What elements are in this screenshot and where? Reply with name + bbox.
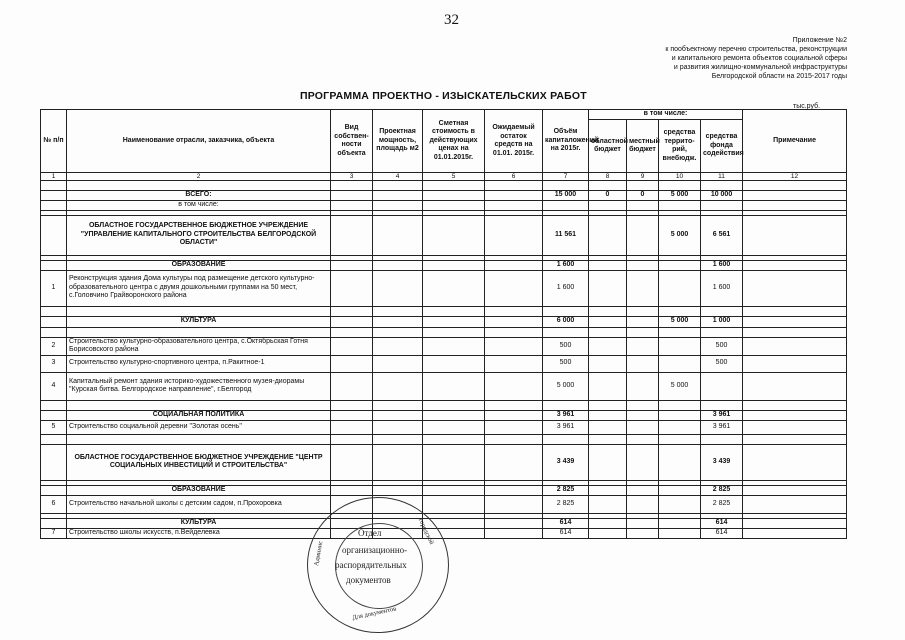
col-number: 7: [543, 173, 589, 181]
stamp-text: Отдел: [358, 528, 382, 538]
row-name: Капитальный ремонт здания историко-художественного музея-диорамы "Курская битва. Белгородское направление", г.Белгород: [67, 372, 331, 400]
header-capacity: Проектная мощность, площадь м2: [373, 110, 423, 173]
total-regional: 0: [589, 191, 627, 201]
row-volume: 614: [543, 528, 589, 538]
stamp-text: организационно-: [342, 545, 408, 555]
col-number: 9: [627, 173, 659, 181]
appendix-caption: [557, 36, 847, 81]
total-label: ВСЕГО:: [67, 191, 331, 201]
row-name: Строительство культурно-спортивного центра, п.Ракитное-1: [67, 355, 331, 372]
org-territory: 5 000: [659, 215, 701, 255]
appendix-line: Белгородской области на 2015-2017 годы: [711, 73, 847, 80]
row-volume: 1 600: [543, 270, 589, 306]
header-local: местный бюджет: [627, 120, 659, 173]
row-num: 4: [41, 372, 67, 400]
row-name: Реконструкция здания Дома культуры под размещение детского культурно-образовательного центра с двумя дошкольными группами на 50 мест, с.Головчино Грайворонского района: [67, 270, 331, 306]
header-including: в том числе:: [589, 110, 743, 120]
row-num: 3: [41, 355, 67, 372]
header-estimate: Сметная стоимость в действующих ценах на 01.01.2015г.: [423, 110, 485, 173]
section-row: [41, 316, 847, 327]
section-fund: 1 600: [701, 260, 743, 270]
row-volume: 500: [543, 337, 589, 355]
header-num: № п/п: [41, 110, 67, 173]
section-fund: 2 825: [701, 485, 743, 495]
org-row: [41, 444, 847, 480]
col-number: 8: [589, 173, 627, 181]
official-stamp: [307, 497, 449, 633]
section-volume: 2 825: [543, 485, 589, 495]
col-number: 10: [659, 173, 701, 181]
org-name: ОБЛАСТНОЕ ГОСУДАРСТВЕННОЕ БЮДЖЕТНОЕ УЧРЕЖДЕНИЕ "ЦЕНТР СОЦИАЛЬНЫХ ИНВЕСТИЦИЙ И СТРОИТЕЛЬСТВА": [67, 444, 331, 480]
org-fund: 3 439: [701, 444, 743, 480]
section-volume: 1 600: [543, 260, 589, 270]
row-territory: 5 000: [659, 372, 701, 400]
column-numbers-row: [41, 173, 847, 181]
col-number: 3: [331, 173, 373, 181]
row-fund: 2 825: [701, 495, 743, 513]
row-volume: 500: [543, 355, 589, 372]
col-number: 5: [423, 173, 485, 181]
table-row: [41, 355, 847, 372]
section-name: КУЛЬТУРА: [67, 518, 331, 528]
section-volume: 6 000: [543, 316, 589, 327]
unit-label: тыс.руб.: [793, 103, 821, 110]
col-number: 11: [701, 173, 743, 181]
row-volume: 2 825: [543, 495, 589, 513]
header-name: Наименование отрасли, заказчика, объекта: [67, 110, 331, 173]
header-regional: областной бюджет: [589, 120, 627, 173]
org-volume: 3 439: [543, 444, 589, 480]
row-num: 7: [41, 528, 67, 538]
header-note: Примечание: [743, 110, 847, 173]
row-num: 5: [41, 420, 67, 434]
section-name: КУЛЬТУРА: [67, 316, 331, 327]
total-row: [41, 191, 847, 201]
row-fund: 1 600: [701, 270, 743, 306]
col-number: 1: [41, 173, 67, 181]
header-remainder: Ожидаемый остаток средств на 01.01. 2015г.: [485, 110, 543, 173]
including-row: [41, 201, 847, 211]
header-volume: Объём капиталожений на 2015г.: [543, 110, 589, 173]
row-name: Строительство школы искусств, п.Вейделевка: [67, 528, 331, 538]
row-num: 2: [41, 337, 67, 355]
stamp-ring-text: городской: [416, 517, 435, 546]
section-fund: 3 961: [701, 410, 743, 420]
col-number: 12: [743, 173, 847, 181]
total-volume: 15 000: [543, 191, 589, 201]
org-fund: 6 561: [701, 215, 743, 255]
section-name: ОБРАЗОВАНИЕ: [67, 485, 331, 495]
appendix-line: Приложение №2: [792, 37, 847, 44]
section-name: СОЦИАЛЬНАЯ ПОЛИТИКА: [67, 410, 331, 420]
col-number: 6: [485, 173, 543, 181]
including-label: в том числе:: [67, 201, 331, 211]
row-name: Строительство начальной школы с детским садом, п.Прохоровка: [67, 495, 331, 513]
appendix-line: и капитального ремонта объектов социальной сферы: [671, 55, 847, 62]
col-number: 4: [373, 173, 423, 181]
program-table: [40, 109, 847, 539]
row-fund: 500: [701, 337, 743, 355]
row-name: Строительство социальной деревни "Золотая осень": [67, 420, 331, 434]
col-number: 2: [67, 173, 331, 181]
row-name: Строительство культурно-образовательного центра, с.Октябрьская Готня Борисовского района: [67, 337, 331, 355]
table-row: [41, 420, 847, 434]
total-local: 0: [627, 191, 659, 201]
section-territory: 5 000: [659, 316, 701, 327]
table-row: [41, 372, 847, 400]
table-row: [41, 270, 847, 306]
section-volume: 3 961: [543, 410, 589, 420]
org-name: ОБЛАСТНОЕ ГОСУДАРСТВЕННОЕ БЮДЖЕТНОЕ УЧРЕЖДЕНИЕ "УПРАВЛЕНИЕ КАПИТАЛЬНОГО СТРОИТЕЛЬСТВА БЕЛГОРОДСКОЙ ОБЛАСТИ": [67, 215, 331, 255]
document-title: ПРОГРАММА ПРОЕКТНО - ИЗЫСКАТЕЛЬСКИХ РАБОТ: [300, 90, 587, 102]
page-number: 32: [444, 12, 459, 28]
section-row: [41, 410, 847, 420]
appendix-line: и развития жилищно-коммунальной инфраструктуры: [673, 64, 847, 71]
row-fund: 3 961: [701, 420, 743, 434]
section-fund: 614: [701, 518, 743, 528]
stamp-ring-text: Админис: [313, 540, 325, 567]
stamp-text: документов: [346, 575, 391, 585]
total-territory: 5 000: [659, 191, 701, 201]
row-num: 6: [41, 495, 67, 513]
appendix-line: к пообъектному перечню строительства, реконструкции: [665, 46, 847, 53]
section-row: [41, 260, 847, 270]
row-fund: 500: [701, 355, 743, 372]
header-territory: средства террито-рий, внебюдж.: [659, 120, 701, 173]
section-row: [41, 518, 847, 528]
total-fund: 10 000: [701, 191, 743, 201]
section-row: [41, 485, 847, 495]
header-fund: средства фонда содействия: [701, 120, 743, 173]
row-fund: 614: [701, 528, 743, 538]
org-row: [41, 215, 847, 255]
section-volume: 614: [543, 518, 589, 528]
table-row: [41, 337, 847, 355]
row-num: 1: [41, 270, 67, 306]
stamp-text: распорядительных: [335, 560, 407, 570]
section-name: ОБРАЗОВАНИЕ: [67, 260, 331, 270]
table-row: [41, 495, 847, 513]
header-type: Вид собствен-ности объекта: [331, 110, 373, 173]
table-row: [41, 528, 847, 538]
org-volume: 11 561: [543, 215, 589, 255]
row-volume: 3 961: [543, 420, 589, 434]
row-volume: 5 000: [543, 372, 589, 400]
stamp-ring-text: Для документов: [351, 605, 397, 622]
section-fund: 1 000: [701, 316, 743, 327]
